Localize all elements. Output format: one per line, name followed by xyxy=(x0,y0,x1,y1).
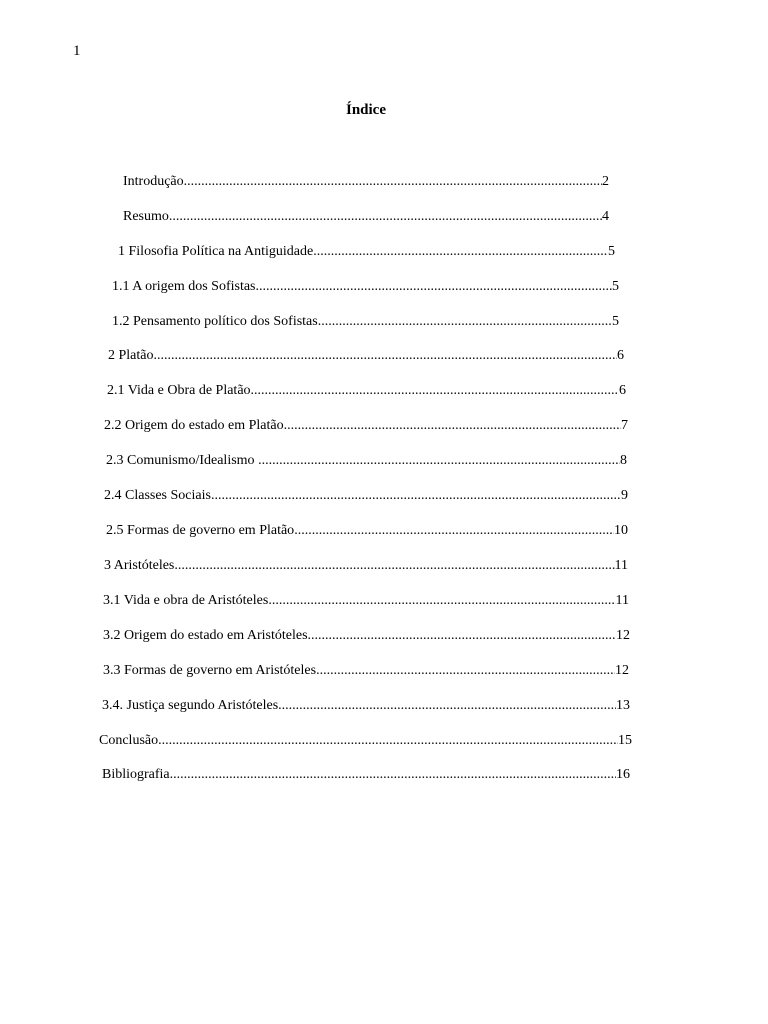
toc-entry-page: 12 xyxy=(615,661,629,681)
toc-entry-page: 5 xyxy=(612,312,619,332)
toc-entry-page: 16 xyxy=(616,765,630,785)
toc-entry xyxy=(99,731,632,751)
toc-entry xyxy=(123,172,609,192)
page-title: Índice xyxy=(345,102,386,118)
toc-entry-label: 1.1 A origem dos Sofistas ..... xyxy=(112,277,619,297)
toc-entry xyxy=(112,312,619,332)
toc-entry xyxy=(102,696,630,716)
toc-entry-label: 3 Aristóteles ..... xyxy=(104,556,628,576)
toc-entry-label: 3.3 Formas de governo em Aristóteles ..... xyxy=(103,661,629,681)
toc-entry xyxy=(102,765,630,785)
toc-entry-page: 10 xyxy=(614,521,628,541)
toc-entry xyxy=(103,591,629,611)
toc-entry xyxy=(108,346,624,366)
toc-entry-label: 2.3 Comunismo/Idealismo ..... xyxy=(106,451,627,471)
toc-entry-label: 2.1 Vida e Obra de Platão ..... xyxy=(107,381,626,401)
toc-entry-label: 3.2 Origem do estado em Aristóteles ..... xyxy=(103,626,630,646)
toc-entry-page: 4 xyxy=(602,207,609,227)
toc-entry-page: 6 xyxy=(619,381,626,401)
toc-entry-page: 8 xyxy=(620,451,627,471)
toc-entry xyxy=(104,556,628,576)
toc-entry xyxy=(123,207,609,227)
toc-entry-page: 11 xyxy=(616,591,629,611)
toc-entry-label: Bibliografia ..... xyxy=(102,765,630,785)
toc-entry xyxy=(106,521,628,541)
toc-entry-label: 3.4. Justiça segundo Aristóteles ..... xyxy=(102,696,630,716)
toc-entry xyxy=(104,416,628,436)
toc-entry-page: 5 xyxy=(612,277,619,297)
toc-entry-label: Conclusão ..... xyxy=(99,731,632,751)
toc-entry xyxy=(118,242,615,262)
toc-entry xyxy=(112,277,619,297)
toc-entry-label: 3.1 Vida e obra de Aristóteles ..... xyxy=(103,591,629,611)
toc-entry-page: 2 xyxy=(602,172,609,192)
toc-entry-label: 2.2 Origem do estado em Platão ..... xyxy=(104,416,628,436)
toc-entry-page: 6 xyxy=(617,346,624,366)
toc-entry-label: 1 Filosofia Política na Antiguidade ..... xyxy=(118,242,615,262)
toc-entry-page: 7 xyxy=(621,416,628,436)
toc-entry-page: 11 xyxy=(615,556,628,576)
toc-entry-page: 5 xyxy=(608,242,615,262)
toc-entry xyxy=(103,626,630,646)
toc-entry xyxy=(106,451,627,471)
toc-entry xyxy=(107,381,626,401)
toc-entry-label: 2.5 Formas de governo em Platão ..... xyxy=(106,521,628,541)
toc-entry xyxy=(104,486,628,506)
toc-entry-label: 2.4 Classes Sociais ..... xyxy=(104,486,628,506)
toc-entry-page: 15 xyxy=(618,731,632,751)
page-number: 1 xyxy=(73,43,81,59)
toc-entry xyxy=(103,661,629,681)
toc-entry-page: 13 xyxy=(616,696,630,716)
toc-entry-page: 12 xyxy=(616,626,630,646)
toc-entry-label: Introdução ..... xyxy=(123,172,609,192)
toc-entry-label: Resumo ..... xyxy=(123,207,609,227)
toc-entry-label: 1.2 Pensamento político dos Sofistas ..... xyxy=(112,312,619,332)
toc-entry-page: 9 xyxy=(621,486,628,506)
toc-entry-label: 2 Platão ..... xyxy=(108,346,624,366)
